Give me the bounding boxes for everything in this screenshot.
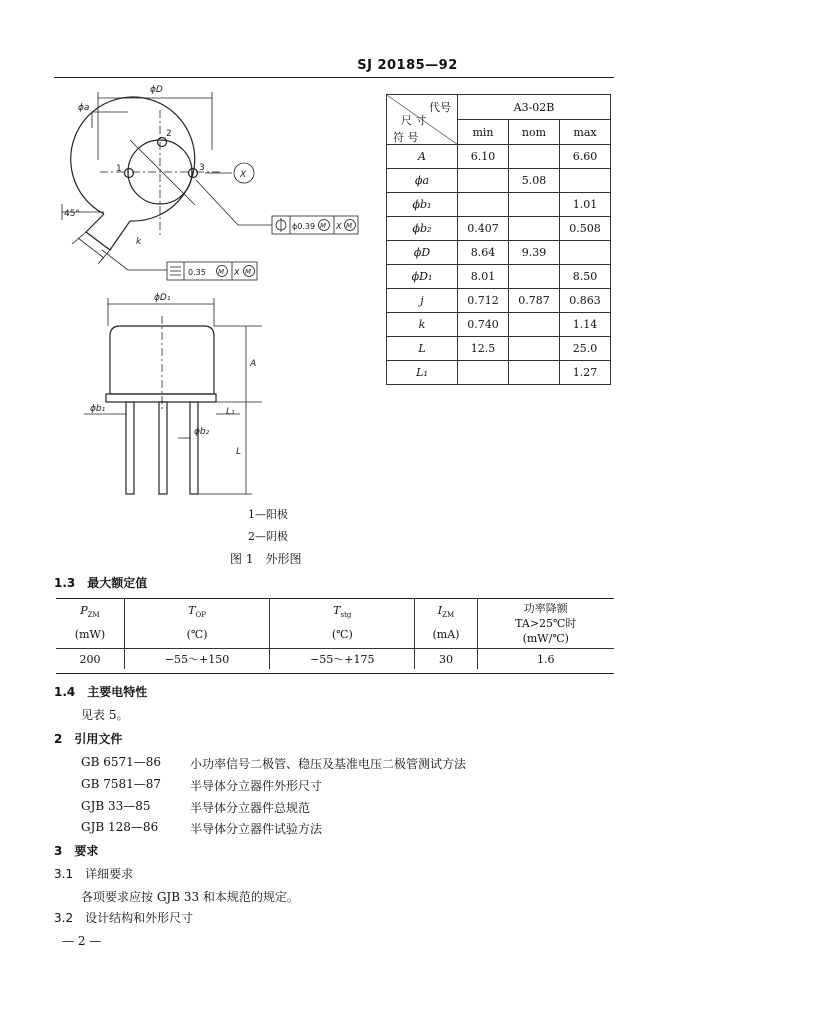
phi-a-label: ϕa	[78, 103, 90, 113]
page-number: — 2 —	[62, 934, 102, 948]
header-rule	[54, 77, 614, 78]
ref-title-2: 半导体分立器件外形尺寸	[190, 779, 323, 793]
code-label: 代号	[429, 101, 451, 114]
ratings-table	[56, 598, 614, 669]
value-izm: 30	[415, 649, 477, 670]
datum-label: X	[240, 170, 247, 180]
table-row: L 12.5 25.0	[387, 337, 611, 361]
ref-title-1: 小功率信号二极管、稳压及基准电压二极管测试方法	[190, 757, 467, 771]
col-derating: 功率降额 TA>25℃时 (mW/℃)	[477, 598, 614, 649]
col-nom: nom	[509, 120, 560, 145]
section-1-4-heading: 1.4 主要电特性	[54, 685, 148, 699]
pin1-label: 1	[116, 164, 122, 174]
tol2-value: 0.35	[188, 268, 206, 277]
ratings-bottom-rule	[56, 673, 614, 674]
phi-b1-label: ϕb₁	[90, 404, 106, 414]
figure-caption: 图 1 外形图	[230, 552, 302, 566]
lead-3	[190, 402, 198, 494]
legend-anode: 1—阳极	[248, 508, 288, 521]
tol1-value: ϕ0.39	[292, 222, 316, 231]
body-outline	[71, 97, 195, 221]
L-label: L	[236, 447, 242, 457]
ref-code-3: GJB 33—85	[81, 799, 151, 813]
section-1-3-heading: 1.3 最大额定值	[54, 576, 148, 590]
table-row: L₁ 1.27	[387, 361, 611, 385]
table-row: ϕb₂ 0.407 0.508	[387, 217, 611, 241]
table-row: k 0.740 1.14	[387, 313, 611, 337]
document-number: SJ 20185—92	[357, 58, 458, 73]
phi-b2-label: ϕb₂	[194, 427, 210, 437]
size-label: 尺 寸	[401, 114, 427, 127]
tol1-m: M	[320, 222, 327, 230]
value-top: −55～+150	[124, 649, 269, 670]
value-pzm: 200	[79, 652, 101, 666]
angle-label: 45°	[64, 209, 80, 219]
outline-drawing	[40, 80, 385, 550]
table-row: A 6.10 6.60	[387, 145, 611, 169]
ref-code-2: GB 7581—87	[81, 777, 162, 791]
ref-title-3: 半导体分立器件总规范	[190, 801, 311, 815]
col-tstg: $T_{stg}$ (℃)	[270, 598, 415, 649]
pin2-label: 2	[166, 129, 172, 139]
legend-cathode: 2—阴极	[248, 530, 288, 543]
section-3-2-heading: 3.2 设计结构和外形尺寸	[54, 911, 194, 925]
tol2-x: X	[234, 268, 240, 277]
code-value: A3-02B	[458, 95, 611, 120]
k-label: k	[136, 237, 142, 247]
can-flange	[106, 394, 216, 402]
dimension-table	[386, 94, 611, 385]
col-pzm: $P_{ZM}$ (mW)	[56, 598, 124, 649]
pin3-label: 3	[199, 163, 205, 173]
L1-label: L₁	[226, 407, 235, 417]
col-top: $T_{OP}$ (℃)	[124, 598, 269, 649]
ref-title-4: 半导体分立器件试验方法	[190, 822, 323, 836]
col-izm: $I_{ZM}$ (mA)	[415, 598, 477, 649]
section-3-1-body: 各项要求应按 GJB 33 和本规范的规定。	[81, 890, 299, 904]
section-3-1-heading: 3.1 详细要求	[54, 867, 134, 881]
tol1-m2: M	[346, 222, 353, 230]
section-2-heading: 2 引用文件	[54, 732, 123, 746]
section-3-heading: 3 要求	[54, 844, 99, 858]
col-min: min	[458, 120, 509, 145]
section-1-4-body: 见表 5。	[81, 708, 129, 722]
value-tstg: −55～+175	[270, 649, 415, 670]
ref-code-1: GB 6571—86	[81, 755, 162, 769]
orientation-tab	[86, 214, 130, 250]
table-row: ϕD₁ 8.01 8.50	[387, 265, 611, 289]
value-derating: 1.6	[477, 649, 614, 670]
lead-1	[126, 402, 134, 494]
pin-1	[125, 169, 134, 178]
phiD1-label: ϕD₁	[154, 293, 171, 303]
tol1-x: X	[336, 222, 342, 231]
table-row: ϕb₁ 1.01	[387, 193, 611, 217]
header-diagonal-cell	[387, 95, 458, 145]
tol2-m: M	[218, 268, 225, 276]
symbol-label: 符 号	[393, 131, 419, 144]
table-row: j 0.712 0.787 0.863	[387, 289, 611, 313]
ref-code-4: GJB 128—86	[81, 820, 159, 834]
phiD-label: ϕD	[150, 85, 163, 95]
table-row: ϕa 5.08	[387, 169, 611, 193]
table-row: ϕD 8.64 9.39	[387, 241, 611, 265]
A-label: A	[250, 359, 257, 369]
col-max: max	[560, 120, 611, 145]
lead-2	[159, 402, 167, 494]
tol2-m2: M	[245, 268, 252, 276]
